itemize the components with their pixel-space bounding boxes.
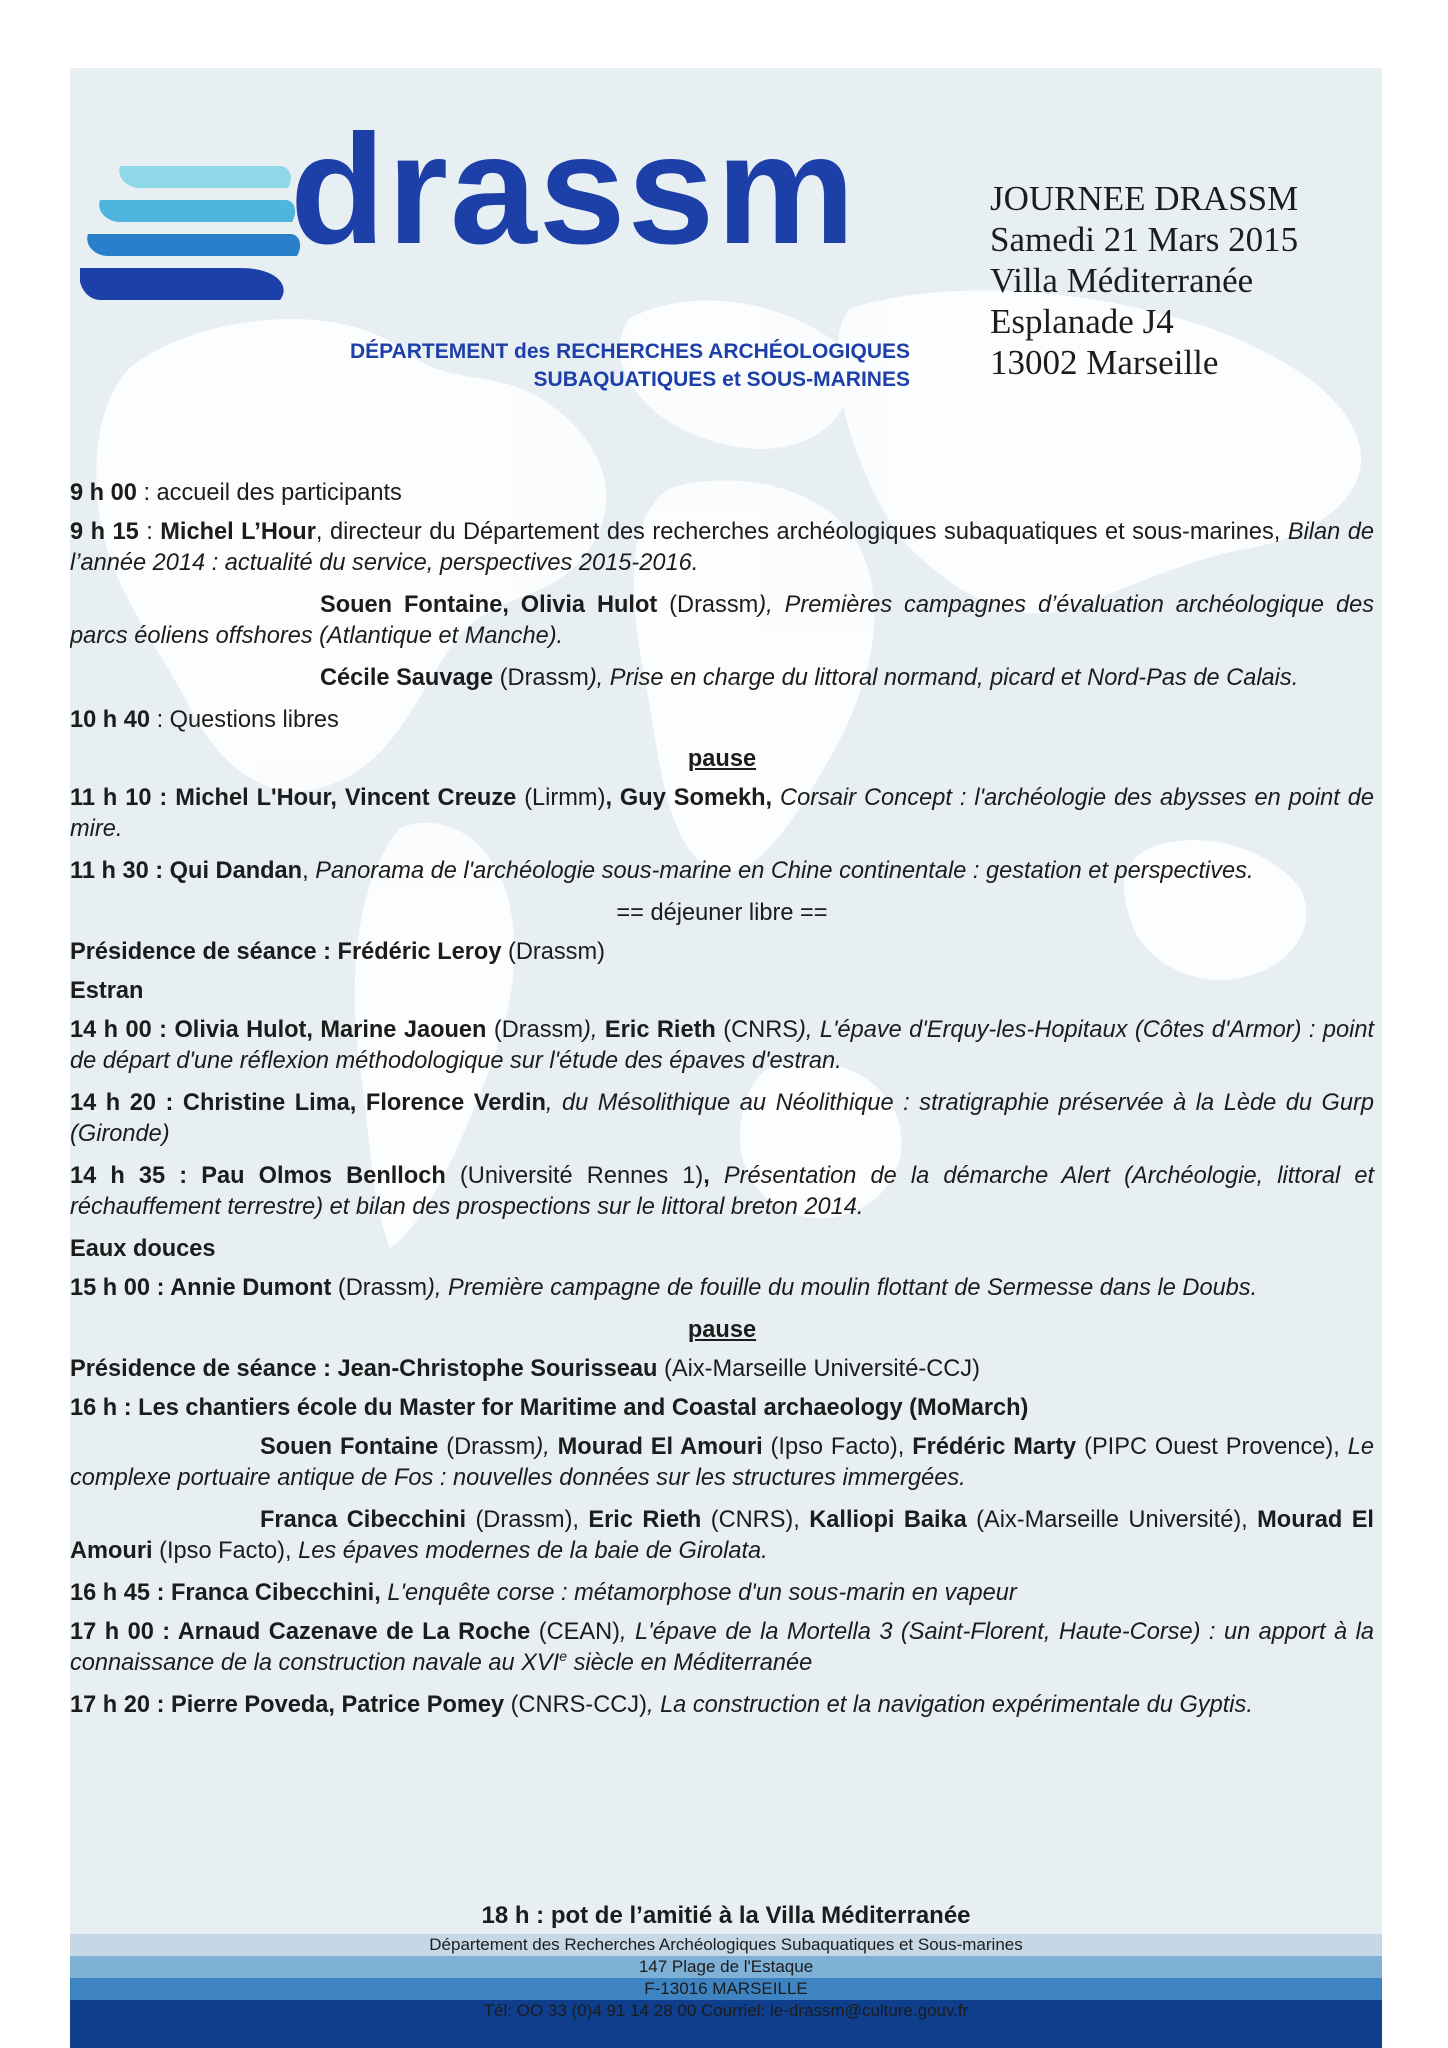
speaker-role: , directeur du Département des recherches archéologiques subaquatiques et sous-marines,	[315, 519, 1288, 545]
pause-heading	[70, 1315, 1374, 1346]
program-item	[70, 856, 1374, 887]
footer-line3: F-13016 MARSEILLE	[70, 1978, 1382, 2000]
program-item	[70, 783, 1374, 845]
speaker-org: (Drassm),	[466, 1507, 589, 1533]
program-item: 16 h : Les chantiers école du Master for Maritime and Coastal archaeology (MoMarch)	[70, 1395, 1029, 1421]
program-item	[70, 517, 1374, 579]
chair-name: Présidence de séance : Jean-Christophe Sourisseau	[70, 1356, 658, 1382]
talk-title: Bilan de l’année 2014 : actualité du service, perspectives 2015-2016.	[70, 519, 1375, 576]
logo-wordmark: drassm	[290, 103, 857, 277]
item-text: : accueil des participants	[136, 480, 402, 506]
talk-title: Le complexe portuaire antique de Fos : nouvelles données sur les structures immergées.	[70, 1434, 1374, 1491]
program	[70, 478, 1374, 1732]
speaker-name: Souen Fontaine	[260, 1434, 439, 1460]
event-title: JOURNEE DRASSM	[990, 179, 1299, 218]
speaker-org: (Drassm	[486, 1017, 583, 1043]
talk-title: Corsair Concept : l'archéologie des abysses en point de mire.	[70, 785, 1375, 842]
item-time: 10 h 40	[70, 707, 151, 733]
item-separator: :	[138, 519, 161, 545]
session-chair	[70, 937, 1374, 968]
speaker-name: 17 h 20 : Pierre Poveda, Patrice Pomey	[70, 1692, 505, 1718]
chair-org: (Drassm)	[501, 939, 605, 965]
lunch-break: == déjeuner libre ==	[616, 900, 828, 926]
program-item	[70, 590, 1374, 652]
speaker-name: 15 h 00 : Annie Dumont	[70, 1275, 332, 1301]
speaker-name: 16 h 45 : Franca Cibecchini,	[70, 1580, 381, 1606]
speaker-org: (Drassm	[331, 1275, 427, 1301]
speaker-name: Franca Cibecchini	[260, 1507, 467, 1533]
program-item	[70, 1617, 1374, 1679]
speaker-name: 17 h 00 : Arnaud Cazenave de La Roche	[70, 1619, 531, 1645]
speaker-name: Mourad El Amouri	[70, 1507, 1374, 1564]
footer-line1: Département des Recherches Archéologiques Subaquatiques et Sous-marines	[70, 1934, 1382, 1956]
event-address-line2: 13002 Marseille	[990, 343, 1219, 382]
talk-title: Les épaves modernes de la baie de Girolata.	[298, 1538, 768, 1564]
waves-logo-icon	[80, 148, 310, 308]
program-item	[70, 1432, 1374, 1494]
page-sheet	[70, 68, 1382, 2048]
logo-subtitle-line2: SUBAQUATIQUES et SOUS-MARINES	[533, 368, 910, 391]
pause-heading	[70, 744, 1374, 775]
talk-title: ), L'épave d'Erquy-les-Hopitaux (Côtes d'Armor) : point de départ d'une réflexion méthodologique sur l'étude des épaves d'estran.	[70, 1017, 1375, 1074]
speaker-name: Frédéric Marty	[912, 1434, 1077, 1460]
speaker-name: Eric Rieth	[604, 1017, 716, 1043]
speaker-name: Eric Rieth	[588, 1507, 702, 1533]
program-item	[70, 705, 1374, 736]
speaker-org: (CNRS),	[701, 1507, 810, 1533]
program-item	[70, 663, 1374, 694]
section-heading: Eaux douces	[70, 1236, 216, 1262]
program-item	[70, 478, 1374, 509]
speaker-org: (Aix-Marseille Université),	[966, 1507, 1258, 1533]
chair-name: Présidence de séance : Frédéric Leroy	[70, 939, 502, 965]
speaker-org: (CNRS	[715, 1017, 798, 1043]
speaker-org: (PIPC Ouest Provence),	[1076, 1434, 1348, 1460]
footer-line2: 147 Plage de l'Estaque	[70, 1956, 1382, 1978]
pause-label: pause	[687, 1317, 757, 1343]
talk-title: , L'épave de la Mortella 3 (Saint-Florent, Haute-Corse) : un apport à la connaissance de la construction navale au XVI	[70, 1619, 1374, 1676]
speaker-name: Souen Fontaine, Olivia Hulot	[320, 592, 658, 618]
closing-reception: 18 h : pot de l’amitié à la Villa Méditerranée	[481, 1902, 971, 1929]
speaker-org: (CEAN)	[530, 1619, 620, 1645]
speaker-name: 14 h 20 : Christine Lima, Florence Verdin	[70, 1090, 546, 1116]
speaker-name: 11 h 30 : Qui Dandan	[70, 858, 303, 884]
session-chair	[70, 1354, 1374, 1385]
program-item	[70, 1161, 1374, 1223]
talk-title: ), Première campagne de fouille du moulin flottant de Sermesse dans le Doubs.	[427, 1275, 1258, 1301]
speaker-name: Cécile Sauvage	[320, 665, 494, 691]
item-time: 9 h 15	[70, 519, 139, 545]
speaker-name: , Guy Somekh,	[605, 785, 773, 811]
talk-title: ), Prise en charge du littoral normand, picard et Nord-Pas de Calais.	[588, 665, 1299, 691]
talk-title: Panorama de l'archéologie sous-marine en Chine continentale : gestation et perspectives.	[315, 858, 1254, 884]
item-text: : Questions libres	[150, 707, 339, 733]
speaker-name: Mourad El Amouri	[557, 1434, 763, 1460]
talk-title: L'enquête corse : métamorphose d'un sous-marin en vapeur	[380, 1580, 1017, 1606]
superscript: e	[559, 1648, 568, 1665]
speaker-org: (Drassm	[493, 665, 589, 691]
event-info	[990, 178, 1298, 383]
talk-title: ), Premières campagnes d’évaluation archéologique des parcs éoliens offshores (Atlantique et Manche).	[70, 592, 1374, 649]
speaker-name: Michel L’Hour	[160, 519, 316, 545]
speaker-org: (CNRS-CCJ)	[504, 1692, 647, 1718]
speaker-name: Kalliopi Baika	[809, 1507, 967, 1533]
pause-label: pause	[687, 746, 757, 772]
drassm-logo	[80, 103, 910, 391]
speaker-org: (Ipso Facto),	[762, 1434, 913, 1460]
program-item	[70, 1088, 1374, 1150]
speaker-name: 14 h 00 : Olivia Hulot, Marine Jaouen	[70, 1017, 487, 1043]
speaker-org: (Ipso Facto),	[152, 1538, 299, 1564]
footer-contact: Tél: OO 33 (0)4 91 14 28 00 Courriel: le-drassm@culture.gouv.fr	[70, 2000, 1382, 2048]
program-item	[70, 1505, 1374, 1567]
speaker-org: (Drassm	[657, 592, 759, 618]
program-item	[70, 1690, 1374, 1721]
item-separator: ),	[583, 1017, 605, 1043]
speaker-org: (Drassm	[438, 1434, 536, 1460]
logo-subtitle-line1: DÉPARTEMENT des RECHERCHES ARCHÉOLOGIQUES	[349, 340, 910, 363]
item-separator: ,	[703, 1163, 710, 1189]
speaker-org: (Université Rennes 1)	[445, 1163, 704, 1189]
program-item	[70, 1015, 1374, 1077]
talk-title: siècle en Méditerranée	[567, 1650, 813, 1676]
talk-title: Présentation de la démarche Alert (Archéologie, littoral et réchauffement terrestre) et bilan des prospections sur le littoral breton 2014.	[70, 1163, 1375, 1220]
item-separator: ),	[535, 1434, 558, 1460]
speaker-name: 11 h 10 : Michel L'Hour, Vincent Creuze	[70, 785, 517, 811]
section-heading: Estran	[70, 978, 144, 1004]
event-date: Samedi 21 Mars 2015	[990, 220, 1299, 259]
item-time: 9 h 00	[70, 480, 137, 506]
chair-org: (Aix-Marseille Université-CCJ)	[657, 1356, 980, 1382]
event-venue: Villa Méditerranée	[990, 261, 1254, 300]
talk-title: , La construction et la navigation expérimentale du Gyptis.	[646, 1692, 1253, 1718]
speaker-org: (Lirmm)	[516, 785, 606, 811]
item-separator: ,	[302, 858, 316, 884]
talk-title: , du Mésolithique au Néolithique : stratigraphie préservée à la Lède du Gurp (Gironde)	[70, 1090, 1374, 1147]
program-item	[70, 1273, 1374, 1304]
program-item	[70, 1578, 1374, 1609]
event-address-line1: Esplanade J4	[990, 302, 1174, 341]
speaker-name: 14 h 35 : Pau Olmos Benlloch	[70, 1163, 446, 1189]
